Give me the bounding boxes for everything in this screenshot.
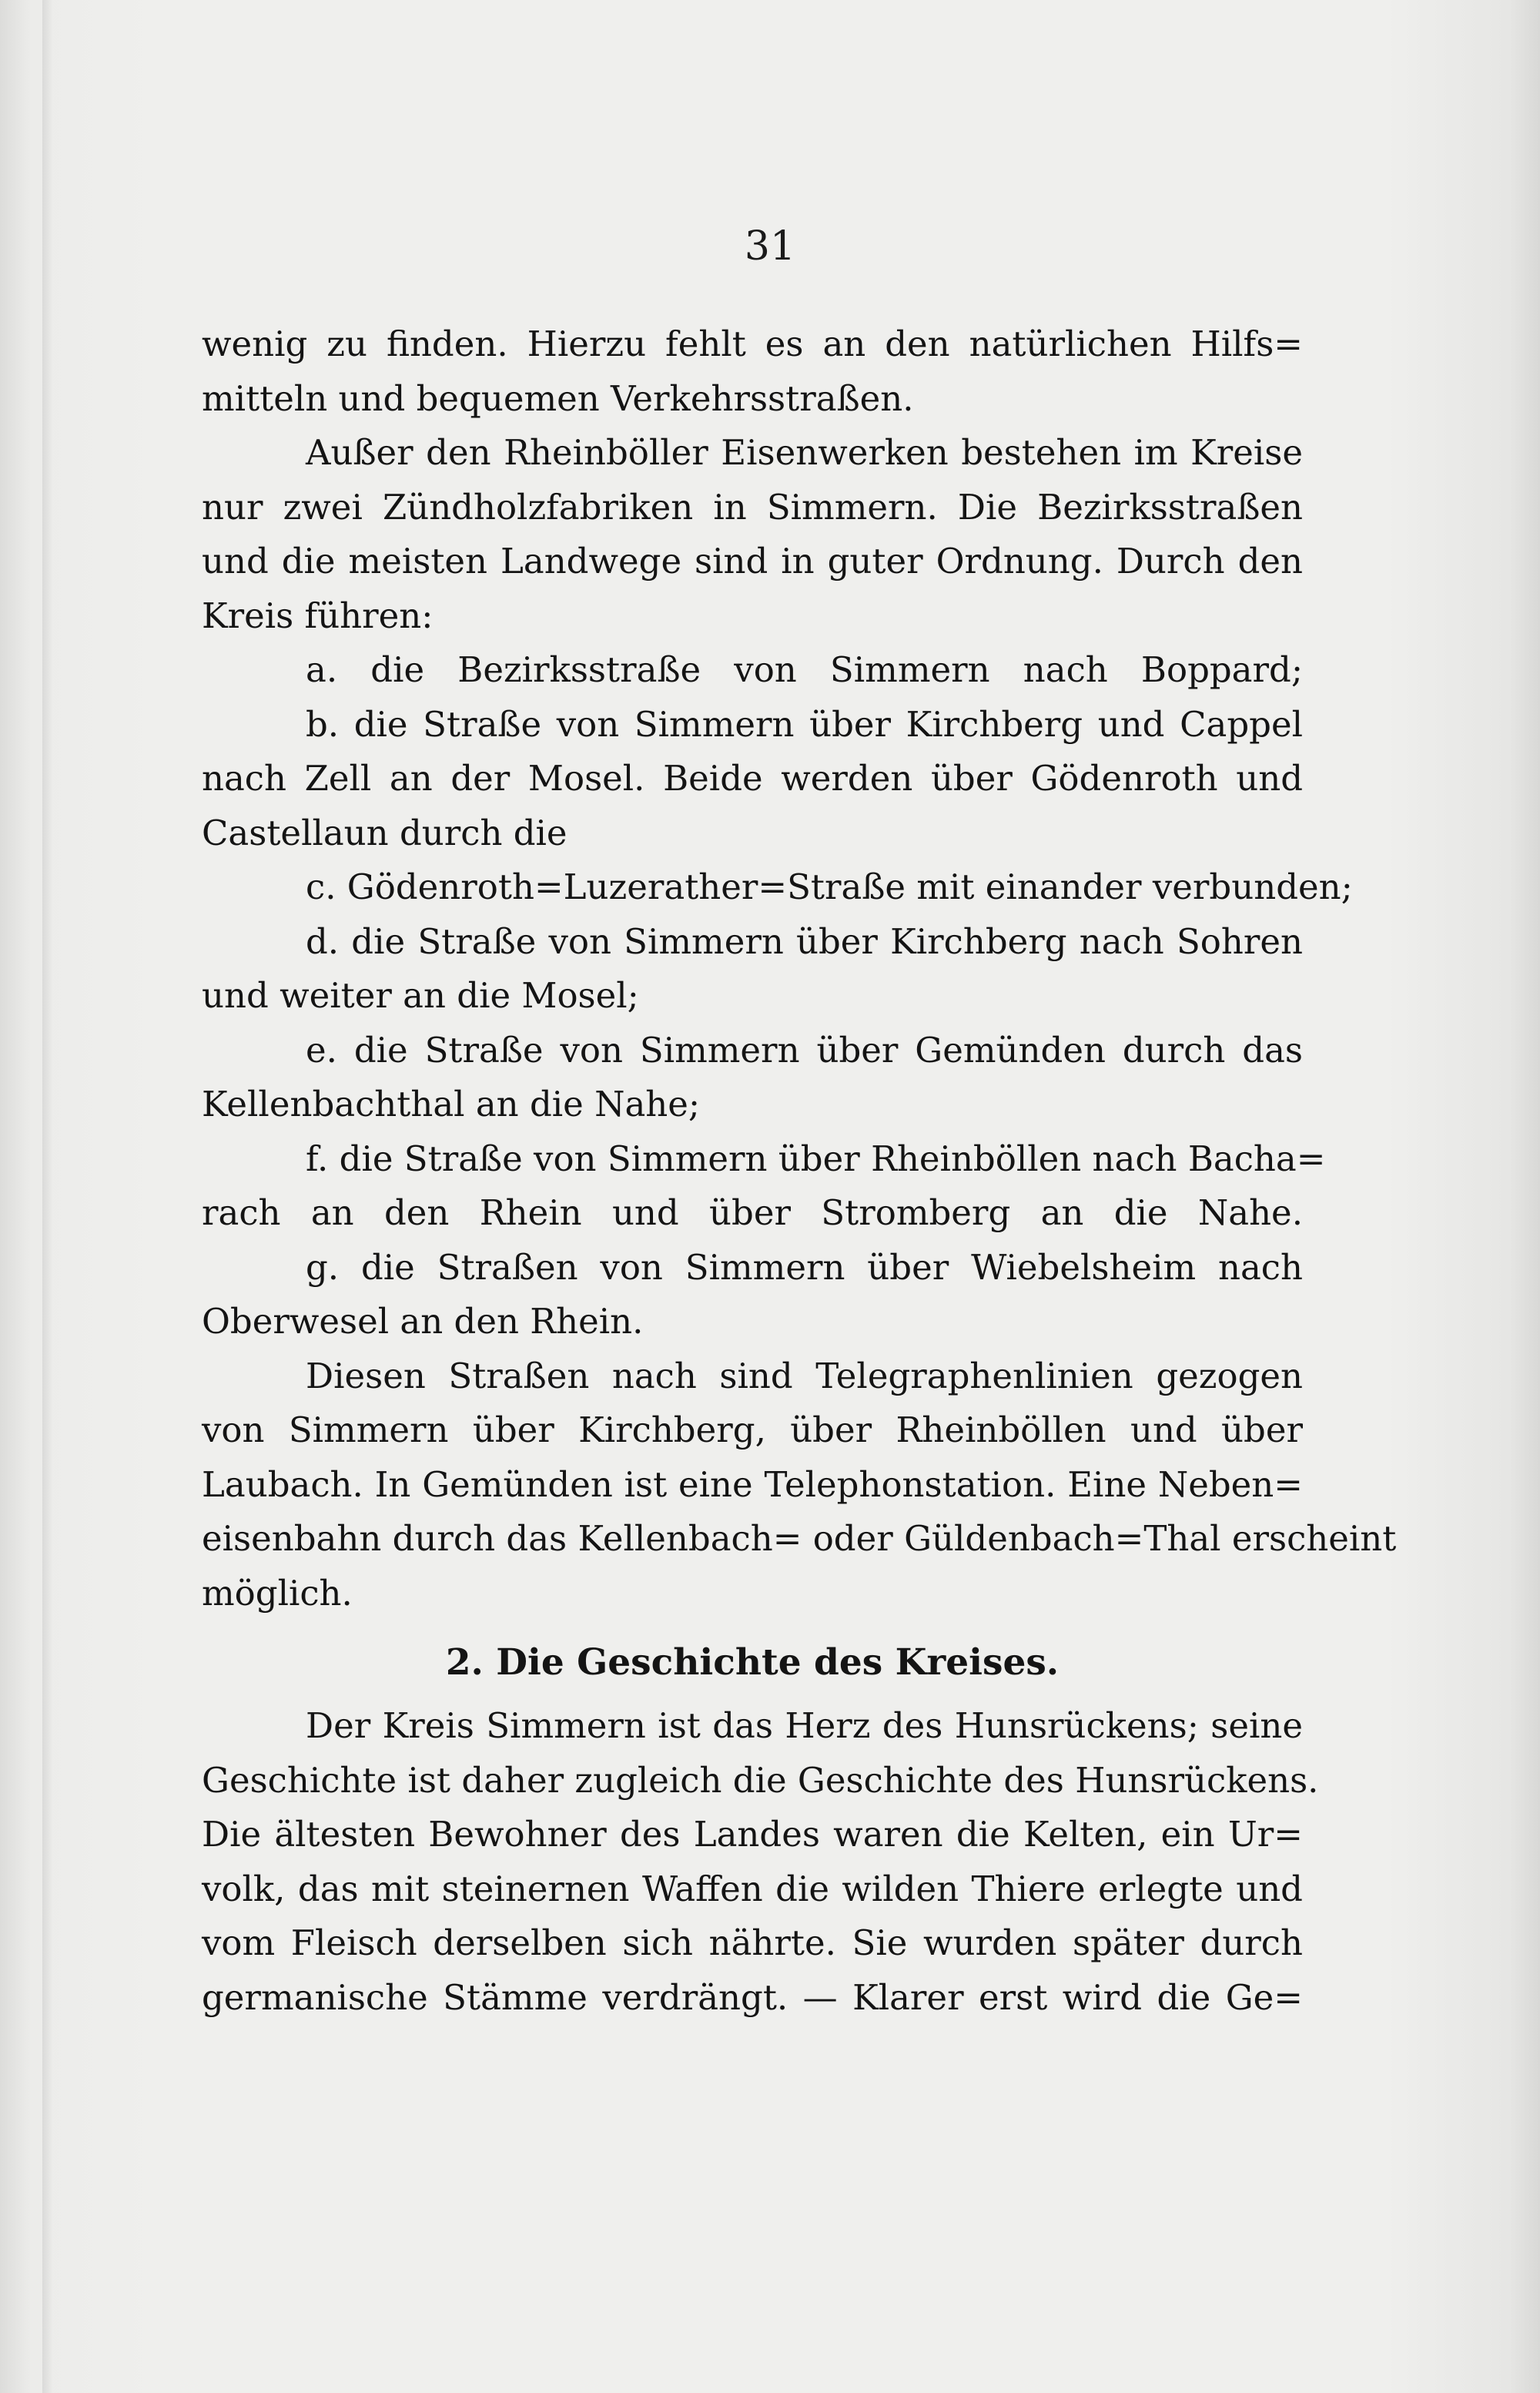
text-line: Laubach. In Gemünden ist eine Telephonstation. Eine Neben=	[202, 1463, 1303, 1505]
text-line: Die ältesten Bewohner des Landes waren die Kelten, ein Ur=	[202, 1814, 1303, 1855]
text-line: Geschichte ist daher zugleich die Geschichte des Hunsrückens.	[202, 1759, 1319, 1801]
text-line: Außer den Rheinböller Eisenwerken bestehen im Kreise	[306, 432, 1303, 473]
text-line: möglich.	[202, 1572, 353, 1614]
text-line: wenig zu finden. Hierzu fehlt es an den natürlichen Hilfs=	[202, 323, 1303, 364]
list-item: c. Gödenroth=Luzerather=Straße mit einander verbunden;	[306, 866, 1353, 907]
list-item: d. die Straße von Simmern über Kirchberg nach Sohren	[306, 920, 1303, 962]
text-line: Castellaun durch die	[202, 812, 567, 853]
text-line: vom Fleisch derselben sich nährte. Sie wurden später durch	[202, 1922, 1303, 1963]
section-heading: 2. Die Geschichte des Kreises.	[445, 1641, 1060, 1684]
list-item: b. die Straße von Simmern über Kirchberg und Cappel	[306, 703, 1303, 745]
text-line: von Simmern über Kirchberg, über Rheinböllen und über	[202, 1409, 1303, 1450]
text-line: rach an den Rhein und über Stromberg an die Nahe.	[202, 1192, 1303, 1233]
text-line: nach Zell an der Mosel. Beide werden über Gödenroth und	[202, 758, 1303, 799]
text-line: Oberwesel an den Rhein.	[202, 1301, 644, 1342]
text-line: und die meisten Landwege sind in guter Ordnung. Durch den	[202, 541, 1303, 581]
text-line: Der Kreis Simmern ist das Herz des Hunsrückens; seine	[306, 1705, 1303, 1746]
list-item: a. die Bezirksstraße von Simmern nach Boppard;	[306, 649, 1303, 690]
text-line: Kreis führen:	[202, 595, 434, 636]
page-edge-shadow	[42, 0, 53, 2393]
text-line: mitteln und bequemen Verkehrsstraßen.	[202, 377, 914, 419]
body-text	[202, 317, 1397, 2025]
text-line: und weiter an die Mosel;	[202, 975, 639, 1016]
text-line: Kellenbachthal an die Nahe;	[202, 1084, 701, 1124]
text-line: eisenbahn durch das Kellenbach= oder Güldenbach=Thal erscheint	[202, 1518, 1397, 1559]
text-line: volk, das mit steinernen Waffen die wilden Thiere erlegte und	[202, 1868, 1303, 1909]
text-line: Diesen Straßen nach sind Telegraphenlinien gezogen	[306, 1355, 1303, 1396]
text-line: nur zwei Zündholzfabriken in Simmern. Die Bezirksstraßen	[202, 486, 1303, 528]
list-item: f. die Straße von Simmern über Rheinböllen nach Bacha=	[306, 1138, 1326, 1179]
list-item: e. die Straße von Simmern über Gemünden durch das	[306, 1029, 1303, 1071]
text-line: germanische Stämme verdrängt. — Klarer erst wird die Ge=	[202, 1976, 1303, 2018]
page-number: 31	[744, 223, 796, 270]
list-item: g. die Straßen von Simmern über Wiebelsheim nach	[306, 1246, 1303, 1288]
